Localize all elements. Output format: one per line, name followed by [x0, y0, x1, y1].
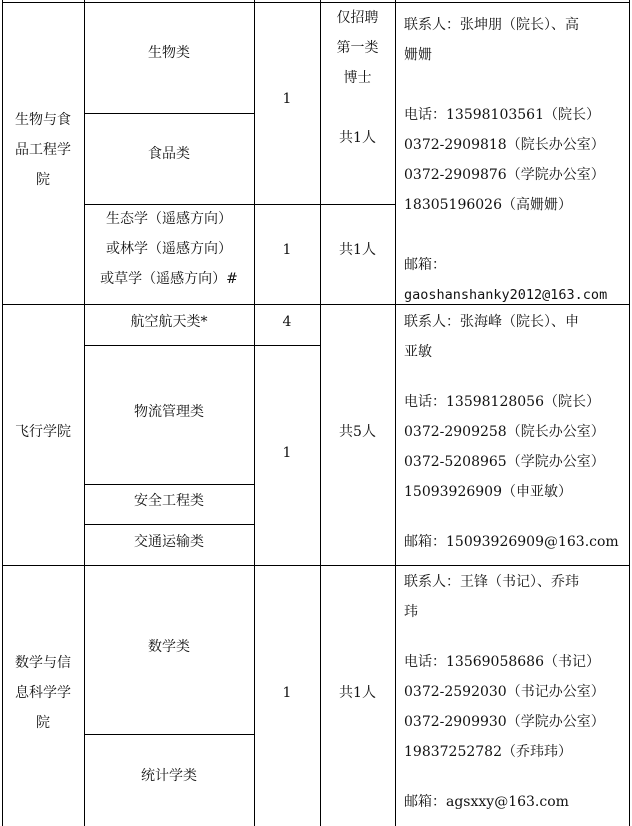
major-cell: 统计学类	[141, 768, 197, 784]
major-cell: 食品类	[148, 146, 190, 162]
major-cell: 交通运输类	[134, 534, 204, 550]
grid-line	[84, 524, 254, 525]
college-name: 生物与食 品工程学 院	[15, 112, 71, 188]
count-cell: 4	[282, 314, 292, 330]
note-cell: 共1人	[339, 685, 376, 701]
grid-line	[84, 345, 320, 346]
grid-line	[2, 2, 630, 3]
grid-line	[2, 565, 630, 566]
count-cell: 1	[282, 242, 292, 258]
major-cell: 生物类	[148, 45, 190, 61]
contact-cell: 联系人：王锋（书记）、乔玮 玮 电话：13569058686（书记） 0372-2592030（书记办公室） 0372-2909930（学院办公室） 19837252782（乔玮玮） 邮箱：agsxxy@163.com	[404, 574, 605, 810]
grid-line	[84, 484, 254, 485]
count-cell: 1	[282, 445, 292, 461]
major-cell: 安全工程类	[134, 493, 204, 509]
grid-line	[629, 0, 630, 826]
note-cell: 共5人	[339, 424, 376, 440]
major-cell: 航空航天类*	[130, 314, 208, 330]
grid-line	[84, 734, 254, 735]
grid-line	[84, 113, 254, 114]
count-cell: 1	[282, 91, 292, 107]
major-cell: 生态学（遥感方向） 或林学（遥感方向） 或草学（遥感方向）#	[100, 211, 238, 287]
note-cell: 共1人	[339, 242, 376, 258]
note-cell: 仅招聘 第一类 博士 共1人	[336, 10, 379, 146]
contact-cell: 联系人：张海峰（院长）、申 亚敏 电话：13598128056（院长） 0372-2909258（院长办公室） 0372-5208965（学院办公室） 15093926909（申亚敏） 邮箱：15093926909@163.com	[404, 314, 619, 550]
major-cell: 物流管理类	[134, 404, 204, 420]
college-name: 数学与信 息科学学 院	[15, 655, 71, 731]
college-name: 飞行学院	[15, 424, 71, 440]
major-cell: 数学类	[148, 639, 190, 655]
contact-cell: 联系人：张坤朋（院长）、高 姗姗 电话：13598103561（院长） 0372-2909818（院长办公室） 0372-2909876（学院办公室） 18305196026（高姗姗） 邮箱： gaoshanshanky2012@163.com	[404, 17, 608, 303]
count-cell: 1	[282, 685, 292, 701]
grid-line	[395, 0, 396, 826]
